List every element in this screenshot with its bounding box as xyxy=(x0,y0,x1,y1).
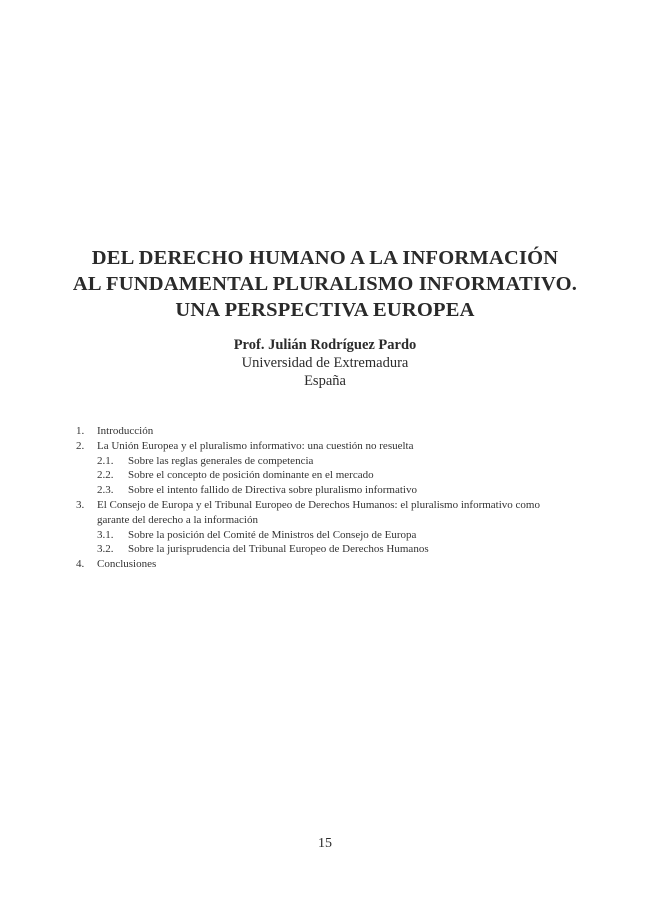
toc-text-continuation: garante del derecho a la información xyxy=(97,513,258,526)
page-number: 15 xyxy=(318,836,332,851)
author-name: Prof. Julián Rodríguez Pardo xyxy=(233,337,417,353)
author-country: España xyxy=(304,373,346,389)
toc-item-3-2 xyxy=(0,542,650,557)
title-line-2: AL FUNDAMENTAL PLURALISMO INFORMATIVO. xyxy=(72,273,578,295)
toc-item-1 xyxy=(0,424,650,439)
paper-title xyxy=(0,245,650,323)
title-line-1: DEL DERECHO HUMANO A LA INFORMACIÓN xyxy=(91,247,559,269)
toc-number: 4. xyxy=(76,558,85,571)
toc-text: Sobre la jurisprudencia del Tribunal Europeo de Derechos Humanos xyxy=(128,543,429,556)
toc-text: Introducción xyxy=(97,425,154,437)
author-affiliation: Universidad de Extremadura xyxy=(241,355,409,371)
title-line-3: UNA PERSPECTIVA EUROPEA xyxy=(175,299,475,321)
toc-text: Sobre las reglas generales de competencia xyxy=(128,454,314,467)
toc-item-2-1 xyxy=(0,454,650,469)
toc-number: 3.1. xyxy=(97,528,114,541)
toc-number: 3.2. xyxy=(97,543,114,556)
toc-item-3-1 xyxy=(0,528,650,543)
toc-number: 2.1. xyxy=(97,454,114,467)
author-block xyxy=(0,336,650,390)
toc-number: 1. xyxy=(76,425,85,437)
toc-item-2-3 xyxy=(0,483,650,498)
toc-item-3 xyxy=(0,498,650,513)
toc-text: Sobre el concepto de posición dominante en el mercado xyxy=(128,469,374,482)
toc-text: Sobre el intento fallido de Directiva sobre pluralismo informativo xyxy=(128,484,417,497)
toc-number: 2.3. xyxy=(97,484,114,497)
toc-text: Sobre la posición del Comité de Ministros del Consejo de Europa xyxy=(128,528,417,541)
toc-item-3-continuation xyxy=(0,513,650,528)
toc-item-2 xyxy=(0,439,650,454)
toc-text: El Consejo de Europa y el Tribunal Europeo de Derechos Humanos: el pluralismo informativo como xyxy=(97,498,540,511)
toc-text: Conclusiones xyxy=(97,558,157,571)
toc-number: 3. xyxy=(76,498,85,511)
table-of-contents xyxy=(0,424,650,572)
toc-number: 2.2. xyxy=(97,469,114,482)
toc-item-2-2 xyxy=(0,468,650,483)
toc-item-4 xyxy=(0,557,650,572)
toc-number: 2. xyxy=(76,439,85,452)
toc-text: La Unión Europea y el pluralismo informativo: una cuestión no resuelta xyxy=(97,439,414,452)
